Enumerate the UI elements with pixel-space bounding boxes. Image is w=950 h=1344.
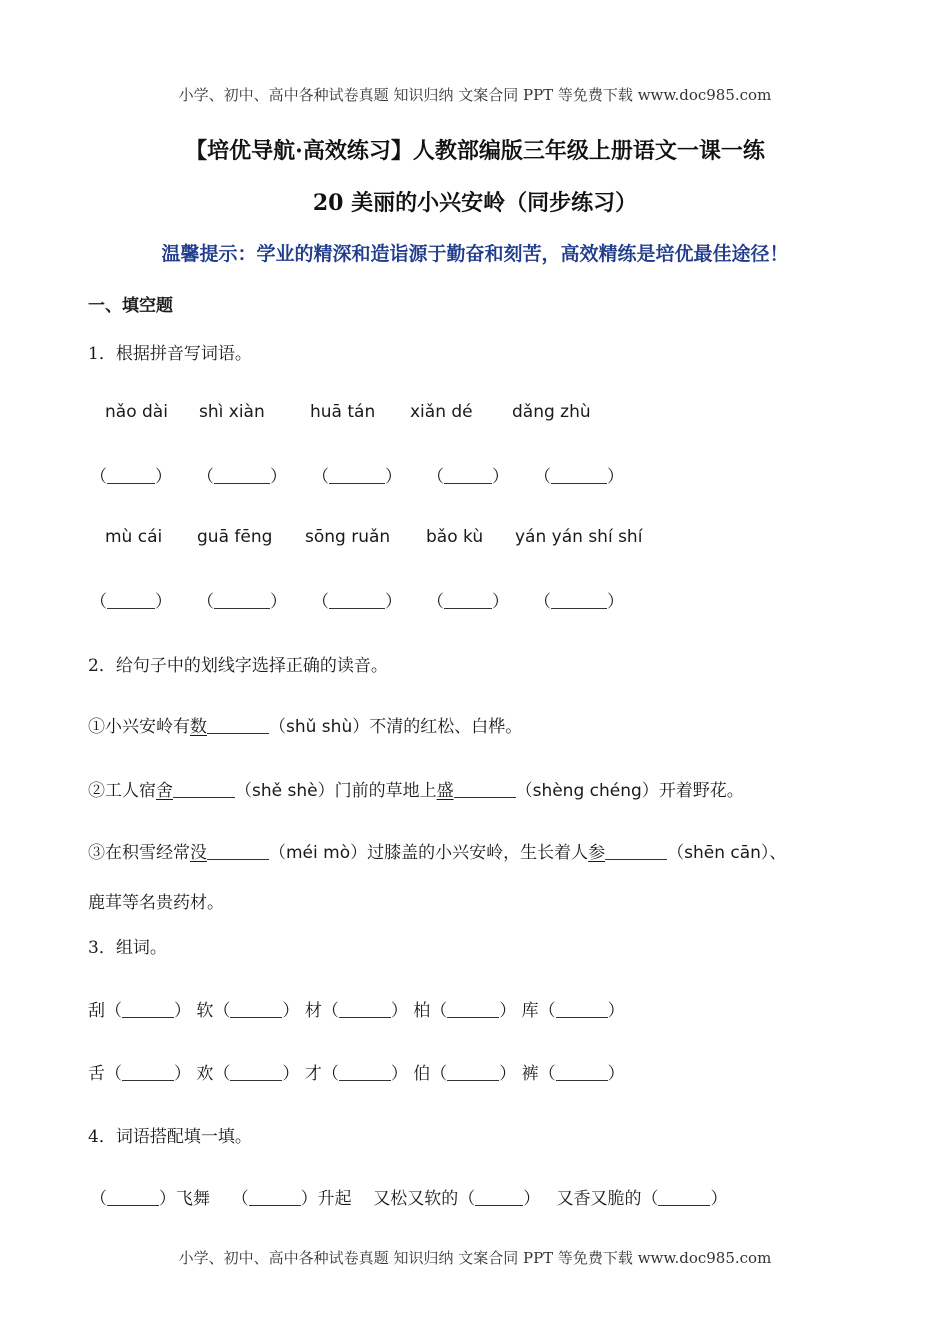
pinyin-xiande: xiǎn dé xyxy=(410,402,473,422)
answer-blank[interactable] xyxy=(339,1062,391,1081)
pinyin-dangzhu: dǎng zhù xyxy=(512,402,591,422)
lesson-title: 20 美丽的小兴安岭（同步练习） xyxy=(312,190,638,216)
collocation-row: （ ）飞舞 （ ）升起 又松又软的（ ） 又香又脆的（ ） xyxy=(90,1189,728,1209)
answer-box[interactable]: （ ） xyxy=(312,467,402,487)
answer-blank[interactable] xyxy=(230,1062,282,1081)
document-title: 【培优导航·高效练习】人教部编版三年级上册语文一课一练 xyxy=(185,138,765,164)
page-footer: 小学、初中、高中各种试卷真题 知识归纳 文案合同 PPT 等免费下载 www.doc985.com xyxy=(178,1249,772,1267)
answer-blank[interactable] xyxy=(207,715,269,734)
answer-blank[interactable] xyxy=(556,1062,608,1081)
answer-box[interactable]: （ ） xyxy=(197,467,287,487)
pinyin-guafeng: guā fēng xyxy=(197,527,273,547)
answer-blank[interactable] xyxy=(207,841,269,860)
pinyin-songruan: sōng ruǎn xyxy=(305,527,391,547)
answer-box[interactable]: （ ） xyxy=(534,592,624,612)
word-row-2: 舌（ ） 欢（ ） 才（ ） 伯（ ） 裤（ ） xyxy=(88,1064,625,1084)
answer-blank[interactable] xyxy=(447,999,499,1018)
answer-box[interactable]: （ ） xyxy=(427,592,509,612)
question-2-prompt: 2．给句子中的划线字选择正确的读音。 xyxy=(88,656,388,676)
sentence-2: ②工人宿舍 （shě shè）门前的草地上盛 （shèng chéng）开着野花。 xyxy=(88,781,744,801)
answer-blank[interactable] xyxy=(454,779,516,798)
answer-blank[interactable] xyxy=(447,1062,499,1081)
sentence-3: ③在积雪经常没 （méi mò）过膝盖的小兴安岭，生长着人参 （shēn cān）、 xyxy=(88,843,787,863)
answer-blank[interactable] xyxy=(122,1062,174,1081)
answer-box[interactable]: （ ） xyxy=(534,467,624,487)
sentence-3-continued: 鹿茸等名贵药材。 xyxy=(88,893,224,913)
answer-box[interactable]: （ ） xyxy=(312,592,402,612)
question-1-prompt: 1．根据拼音写词语。 xyxy=(88,344,252,364)
pinyin-naodai: nǎo dài xyxy=(105,402,168,422)
page-header: 小学、初中、高中各种试卷真题 知识归纳 文案合同 PPT 等免费下载 www.doc985.com xyxy=(178,86,772,104)
question-4-prompt: 4．词语搭配填一填。 xyxy=(88,1127,252,1147)
answer-blank[interactable] xyxy=(658,1187,710,1206)
question-3-prompt: 3．组词。 xyxy=(88,938,167,958)
answer-box[interactable]: （ ） xyxy=(197,592,287,612)
tip-banner: 温馨提示：学业的精深和造诣源于勤奋和刻苦，高效精练是培优最佳途径！ xyxy=(161,243,789,265)
pinyin-mucai: mù cái xyxy=(105,527,163,547)
answer-blank[interactable] xyxy=(122,999,174,1018)
section-heading: 一、填空题 xyxy=(88,296,173,316)
answer-blank[interactable] xyxy=(249,1187,301,1206)
answer-box[interactable]: （ ） xyxy=(427,467,509,487)
answer-blank[interactable] xyxy=(107,1187,159,1206)
pinyin-yanyanshishi: yán yán shí shí xyxy=(515,527,643,547)
pinyin-shixian: shì xiàn xyxy=(199,402,265,422)
sentence-1: ①小兴安岭有数 （shǔ shù）不清的红松、白桦。 xyxy=(88,717,523,737)
word-row-1: 刮（ ） 软（ ） 材（ ） 柏（ ） 库（ ） xyxy=(88,1001,625,1021)
answer-box[interactable]: （ ） xyxy=(90,467,172,487)
pinyin-huatan: huā tán xyxy=(310,402,376,422)
answer-box[interactable]: （ ） xyxy=(90,592,172,612)
answer-blank[interactable] xyxy=(475,1187,523,1206)
pinyin-baoku: bǎo kù xyxy=(426,527,484,547)
answer-blank[interactable] xyxy=(556,999,608,1018)
answer-blank[interactable] xyxy=(230,999,282,1018)
answer-blank[interactable] xyxy=(605,841,667,860)
answer-blank[interactable] xyxy=(173,779,235,798)
answer-blank[interactable] xyxy=(339,999,391,1018)
